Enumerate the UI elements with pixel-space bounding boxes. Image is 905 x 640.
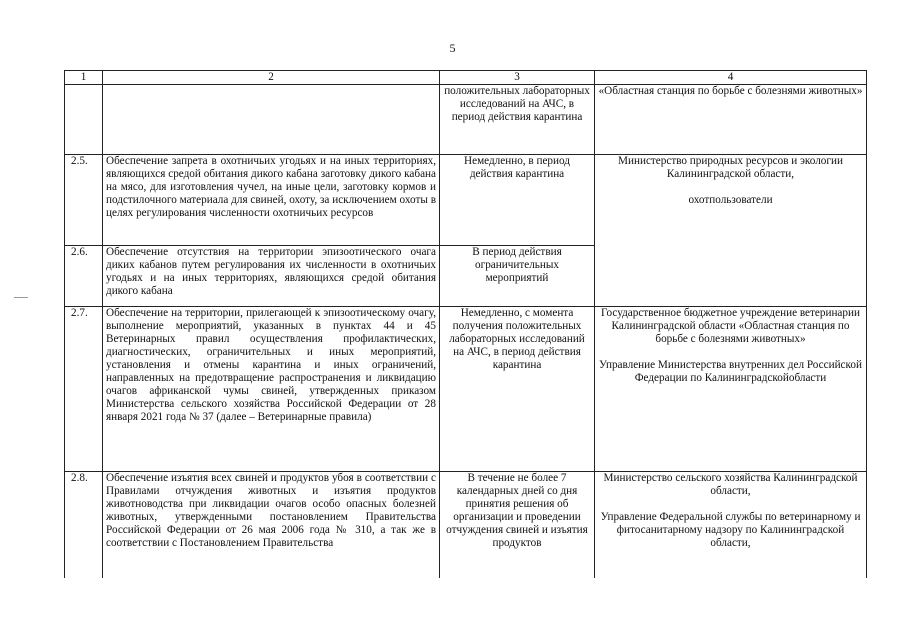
- header-col-2: 2: [103, 71, 440, 85]
- margin-mark: [14, 297, 28, 298]
- responsible-police: Управление Министерства внутренних дел Российской Федерации по Калининградскойобласти: [599, 359, 862, 384]
- row-action: Обеспечение отсутствия на территории эпизоотического очага диких кабанов путем регулирования их численности в охотничьих угодьях и на иных территориях, являющихся средой обитания дикого кабана: [103, 246, 440, 307]
- table-row: [65, 472, 867, 578]
- row-action: Обеспечение изъятия всех свиней и продуктов убоя в соответствии с Правилами отчуждения животных и изъятия продуктов животноводства при ликвидации очагов особо опасных болезней животных, утвержденными постановлением Правительства Российской Федерации от 26 мая 2006 года № 310, а так же в соответствии с Постановлением Правительства: [103, 472, 440, 578]
- row-number: [65, 85, 103, 155]
- row-number: 2.8.: [65, 472, 103, 578]
- row-number: 2.5.: [65, 155, 103, 246]
- responsible-rosselkhoznadzor: Управление Федеральной службы по ветеринарному и фитосанитарному надзору по Калининградской области,: [600, 511, 861, 549]
- row-number: 2.7.: [65, 307, 103, 472]
- header-row: [65, 71, 867, 85]
- responsible-ministry: Министерство природных ресурсов и экологии Калининградской области,: [618, 155, 843, 180]
- responsible-hunters: охотпользователи: [688, 194, 773, 206]
- row-term: В период действия ограничительных мероприятий: [440, 246, 595, 307]
- header-col-1: 1: [65, 71, 103, 85]
- row-responsible: «Областная станция по борьбе с болезнями животных»: [595, 85, 867, 155]
- table-row: [65, 155, 867, 246]
- table-row: [65, 85, 867, 155]
- row-responsible: [595, 472, 867, 578]
- row-responsible: [595, 155, 867, 307]
- measures-table: [64, 70, 867, 578]
- page-number: 5: [449, 41, 456, 55]
- row-action: [103, 85, 440, 155]
- row-number: 2.6.: [65, 246, 103, 307]
- header-col-4: 4: [595, 71, 867, 85]
- row-term: положительных лабораторных исследований на АЧС, в период действия карантина: [440, 85, 595, 155]
- row-term: Немедленно, в период действия карантина: [440, 155, 595, 246]
- responsible-vet-station: Государственное бюджетное учреждение ветеринарии Калининградской области «Областная станция по борьбе с болезнями животных»: [601, 307, 860, 345]
- table-row: [65, 307, 867, 472]
- header-col-3: 3: [440, 71, 595, 85]
- row-action: Обеспечение запрета в охотничьих угодьях и на иных территориях, являющихся средой обитания дикого кабана заготовку дикого кабана на мясо, для изготовления чучел, на иные цели, заготовку кормов и подстилочного материала для свиней, охоту, за исключением охоты в целях регулирования численности охотничьих ресурсов: [103, 155, 440, 246]
- row-term: В течение не более 7 календарных дней со дня принятия решения об организации и проведении отчуждения свиней и изъятия продуктов: [440, 472, 595, 578]
- responsible-agri-ministry: Министерство сельского хозяйства Калининградской области,: [603, 472, 858, 497]
- row-action: Обеспечение на территории, прилегающей к эпизоотическому очагу, выполнение мероприятий, указанных в пунктах 44 и 45 Ветеринарных правил осуществления профилактических, диагностических, ограничительных и иных мероприятий, установления и отмены карантина и иных ограничений, направленных на предотвращение распространения и ликвидацию очагов африканской чумы свиней, утвержденных приказом Министерства сельского хозяйства Российской Федерации от 28 января 2021 года № 37 (далее – Ветеринарные правила): [103, 307, 440, 472]
- row-term: Немедленно, с момента получения положительных лабораторных исследований на АЧС, в период действия карантина: [440, 307, 595, 472]
- row-responsible: [595, 307, 867, 472]
